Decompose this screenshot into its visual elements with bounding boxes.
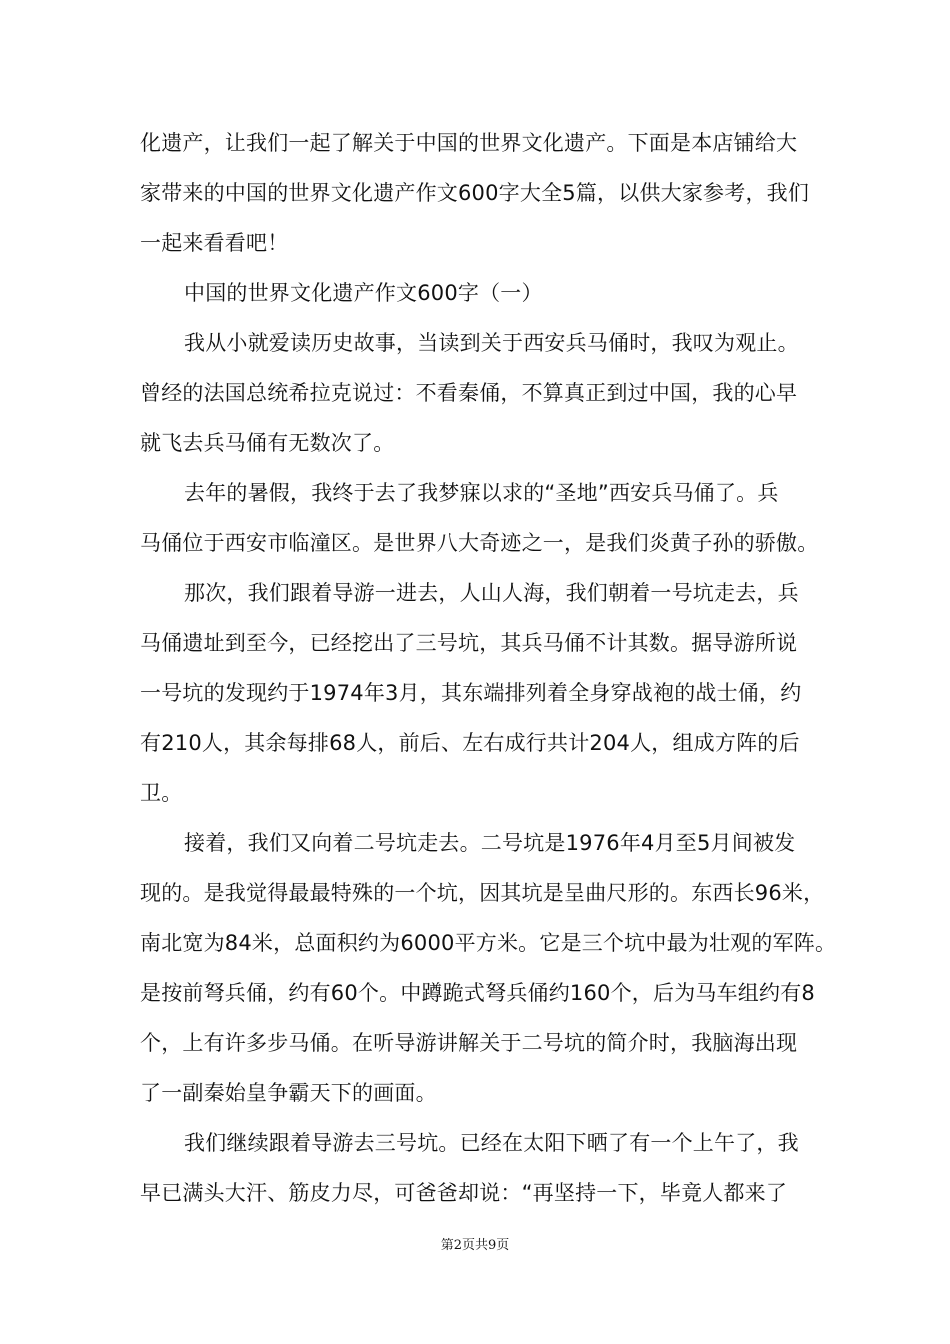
text-line: 就飞去兵马俑有无数次了。	[140, 431, 395, 455]
text-line: 有210人，其余每排68人，前后、左右成行共计204人，组成方阵的后	[140, 731, 800, 755]
text-line: 个，上有许多步马俑。在听导游讲解关于二号坑的简介时，我脑海出现	[140, 1031, 798, 1055]
text-line: 卫。	[140, 781, 183, 805]
text-line: 马俑位于西安市临潼区。是世界八大奇迹之一，是我们炎黄子孙的骄傲。	[140, 531, 819, 555]
text-line: 现的。是我觉得最最特殊的一个坑，因其坑是呈曲尺形的。东西长96米，	[140, 881, 825, 905]
paragraph-first-line: 去年的暑假，我终于去了我梦寐以求的“圣地”西安兵马俑了。兵	[184, 481, 779, 505]
paragraph-first-line: 接着，我们又向着二号坑走去。二号坑是1976年4月至5月间被发	[184, 831, 796, 855]
text-line: 家带来的中国的世界文化遗产作文600字大全5篇，以供大家参考，我们	[140, 181, 810, 205]
paragraph-first-line: 我们继续跟着导游去三号坑。已经在太阳下晒了有一个上午了，我	[184, 1131, 799, 1155]
paragraph-first-line: 我从小就爱读历史故事，当读到关于西安兵马俑时，我叹为观止。	[184, 331, 799, 355]
text-line: 一起来看看吧！	[140, 231, 289, 255]
document-body	[140, 118, 840, 1218]
text-line: 化遗产，让我们一起了解关于中国的世界文化遗产。下面是本店铺给大	[140, 131, 798, 155]
paragraph-first-line: 那次，我们跟着导游一进去，人山人海，我们朝着一号坑走去，兵	[184, 581, 799, 605]
text-line: 南北宽为84米，总面积约为6000平方米。它是三个坑中最为壮观的军阵。	[140, 931, 837, 955]
paragraph-first-line: 中国的世界文化遗产作文600字（一）	[184, 281, 543, 305]
text-line: 曾经的法国总统希拉克说过：不看秦俑，不算真正到过中国，我的心早	[140, 381, 798, 405]
text-line: 早已满头大汗、筋皮力尽，可爸爸却说：“再坚持一下，毕竟人都来了	[140, 1181, 788, 1205]
text-line: 了一副秦始皇争霸天下的画面。	[140, 1081, 437, 1105]
page-footer: 第2页共9页	[440, 1238, 510, 1253]
text-line: 马俑遗址到至今，已经挖出了三号坑，其兵马俑不计其数。据导游所说	[140, 631, 798, 655]
text-line: 是按前弩兵俑，约有60个。中蹲跪式弩兵俑约160个，后为马车组约有8	[140, 981, 815, 1005]
text-line: 一号坑的发现约于1974年3月，其东端排列着全身穿战袍的战士俑，约	[140, 681, 802, 705]
